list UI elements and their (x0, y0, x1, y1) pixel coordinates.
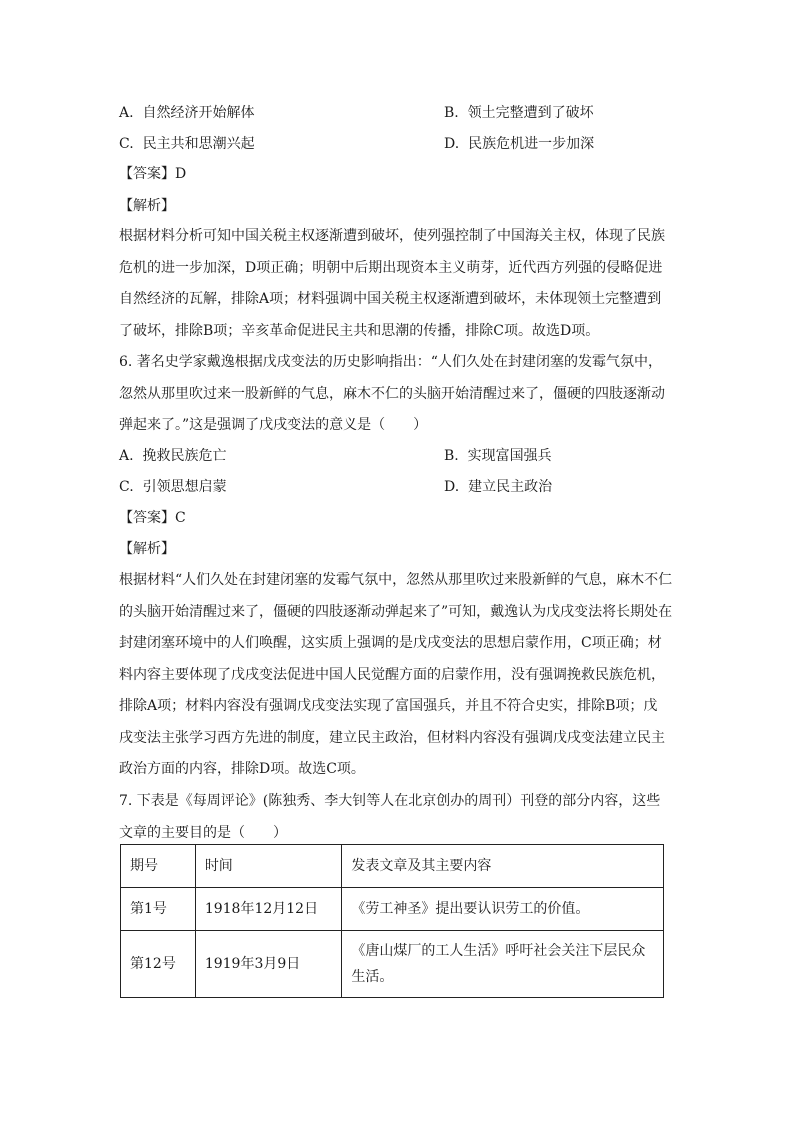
table-row (121, 931, 664, 998)
table-header-cell: 时间 (195, 845, 342, 888)
q5-analysis-label: 【解析】 (119, 198, 175, 214)
q6-stem-line: 6. 著名史学家戴逸根据戊戌变法的历史影响指出：“人们久处在封建闭塞的发霉气氛中， (119, 354, 662, 370)
q5-analysis-line: 危机的进一步加深，D项正确；明朝中后期出现资本主义萌芽，近代西方列强的侵略促进 (119, 259, 663, 276)
q7-stem-line: 7. 下表是《每周评论》(陈独秀、李大钊等人在北京创办的周刊）刊登的部分内容，这些 (119, 793, 661, 809)
table-cell: 第12号 (121, 931, 196, 998)
table-cell: 1918年12月12日 (195, 888, 342, 931)
q6-answer: 【答案】C (119, 510, 186, 526)
q7-table (120, 844, 664, 998)
q6-analysis-line: 戌变法主张学习西方先进的制度，建立民主政治，但材料内容没有强调戊戌变法建立民主 (119, 729, 665, 746)
table-header-cell: 发表文章及其主要内容 (342, 845, 664, 888)
q6-analysis-line: 根据材料“人们久处在封建闭塞的发霉气氛中，忽然从那里吹过来股新鲜的气息，麻木不仁 (119, 572, 673, 588)
q6-analysis-line: 政治方面的内容，排除D项。故选C项。 (119, 761, 365, 777)
q6-option-c: C. 引领思想启蒙 (119, 479, 227, 495)
q5-option-b: B. 领土完整遭到了破坏 (444, 105, 594, 121)
q6-option-d: D. 建立民主政治 (444, 479, 553, 495)
q6-analysis-line: 排除A项；材料内容没有强调戊戌变法实现了富国强兵，并且不符合史实，排除B项；戊 (119, 698, 658, 714)
q6-analysis-line: 封建闭塞环境中的人们唤醒，这实质上强调的是戊戌变法的思想启蒙作用，C项正确；材 (119, 635, 662, 651)
q6-stem-line: 忽然从那里吹过来一股新鲜的气息，麻木不仁的头脑开始清醒过来了，僵硬的四肢逐渐动 (119, 385, 665, 402)
table-row (121, 888, 664, 931)
table-header-cell: 期号 (121, 845, 196, 888)
q6-option-b: B. 实现富国强兵 (444, 448, 552, 464)
q5-option-d: D. 民族危机进一步加深 (444, 136, 595, 152)
q5-analysis (119, 221, 671, 347)
table-header-row (121, 845, 664, 888)
q6-stem-line: 弹起来了。”这是强调了戊戌变法的意义是（ ） (119, 417, 428, 433)
q6-analysis-line: 料内容主要体现了戊戌变法促进中国人民觉醒方面的启蒙作用，没有强调挽救民族危机， (119, 666, 665, 683)
table-cell: 《劳工神圣》提出要认识劳工的价值。 (342, 888, 664, 931)
q5-option-a: A. 自然经济开始解体 (119, 105, 255, 121)
q7-stem-line: 文章的主要目的是（ ） (119, 824, 287, 841)
q7-stem (119, 786, 671, 849)
q5-analysis-line: 自然经济的瓦解，排除A项；材料强调中国关税主权逐渐遭到破坏，未体现领土完整遭到 (119, 291, 662, 307)
table-cell: 《唐山煤厂的工人生活》呼吁社会关注下层民众生活。 (342, 931, 664, 998)
q6-option-a: A. 挽救民族危亡 (119, 448, 227, 464)
q5-answer: 【答案】D (119, 166, 187, 182)
table-cell: 第1号 (121, 888, 196, 931)
q5-analysis-line: 了破坏，排除B项；辛亥革命促进民主共和思潮的传播，排除C项。故选D项。 (119, 322, 600, 339)
q5-option-c: C. 民主共和思潮兴起 (119, 136, 255, 152)
q6-analysis-line: 的头脑开始清醒过来了，僵硬的四肢逐渐动弹起来了”可知，戴逸认为戊戌变法将长期处在 (119, 603, 673, 620)
q6-stem (119, 347, 671, 442)
q6-analysis-label: 【解析】 (119, 541, 175, 557)
q5-analysis-line: 根据材料分析可知中国关税主权逐渐遭到破坏，使列强控制了中国海关主权，体现了民族 (119, 228, 665, 244)
table-cell: 1919年3月9日 (195, 931, 342, 998)
q6-analysis (119, 565, 671, 786)
